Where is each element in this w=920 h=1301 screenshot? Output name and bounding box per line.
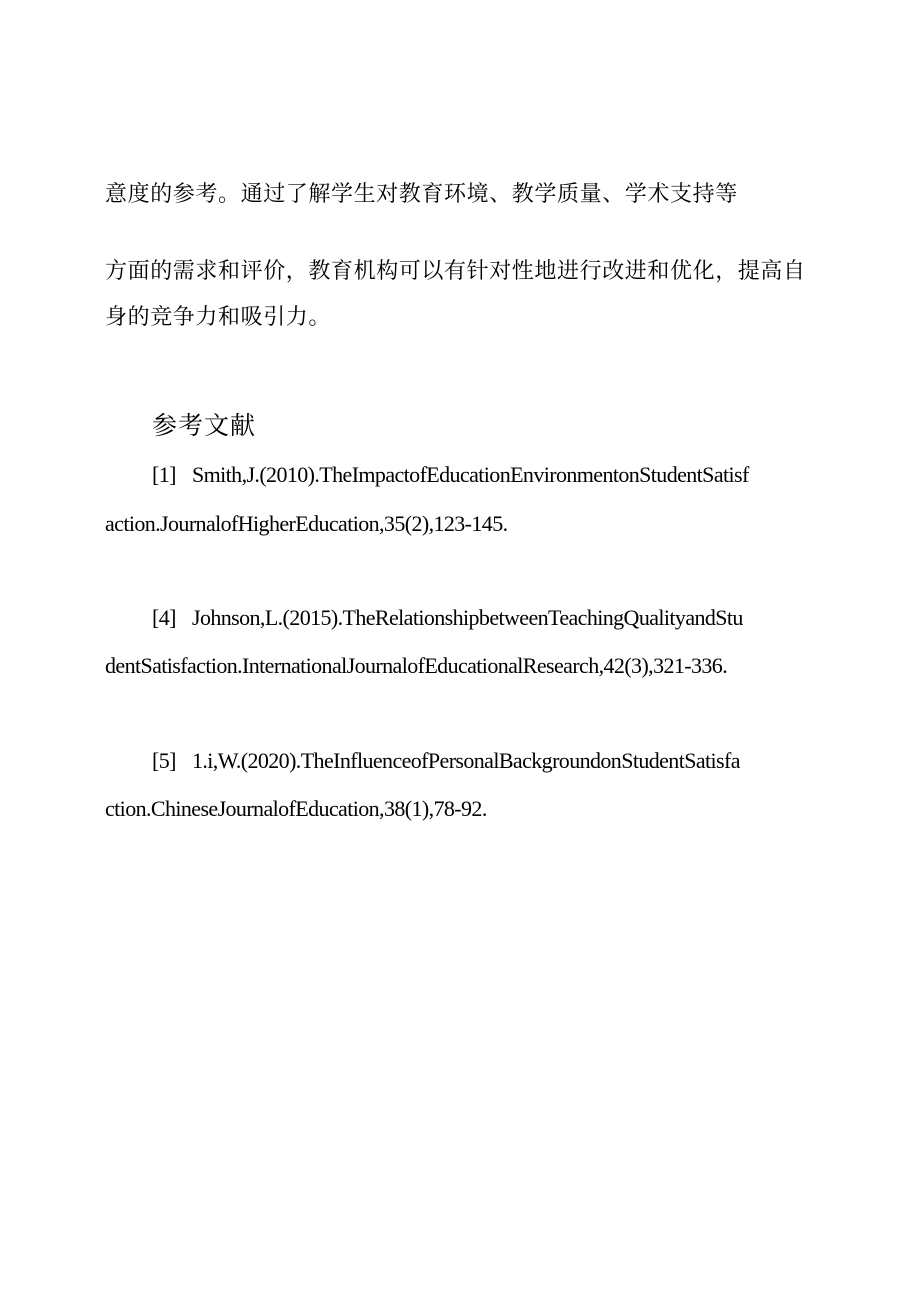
reference-number: [4] xyxy=(152,605,176,630)
body-text-line-1: 意度的参考。通过了解学生对教育环境、教学质量、学术支持等 xyxy=(105,182,738,207)
reference-number: [5] xyxy=(152,748,176,773)
reference-text-continued: ction.ChineseJournalofEducation,38(1),78-92. xyxy=(105,796,487,821)
reference-text: Smith,J.(2010).TheImpactofEducationEnvironmentonStudentSatisf xyxy=(192,462,749,487)
reference-line xyxy=(152,605,743,631)
reference-text: 1.i,W.(2020).TheInfluenceofPersonalBackgroundonStudentSatisfa xyxy=(192,748,740,773)
reference-line xyxy=(152,462,749,488)
reference-line xyxy=(152,748,740,774)
reference-text-continued: action.JournalofHigherEducation,35(2),123-145. xyxy=(105,511,508,536)
reference-text-continued: dentSatisfaction.InternationalJournalofEducationalResearch,42(3),321-336. xyxy=(105,653,728,678)
references-heading: 参考文献 xyxy=(152,411,257,440)
body-text-line-2: 方面的需求和评价，教育机构可以有针对性地进行改进和优化，提高自 xyxy=(105,259,806,284)
reference-text: Johnson,L.(2015).TheRelationshipbetweenTeachingQualityandStu xyxy=(192,605,743,630)
body-text-line-3: 身的竞争力和吸引力。 xyxy=(105,305,332,330)
reference-number: [1] xyxy=(152,462,176,487)
